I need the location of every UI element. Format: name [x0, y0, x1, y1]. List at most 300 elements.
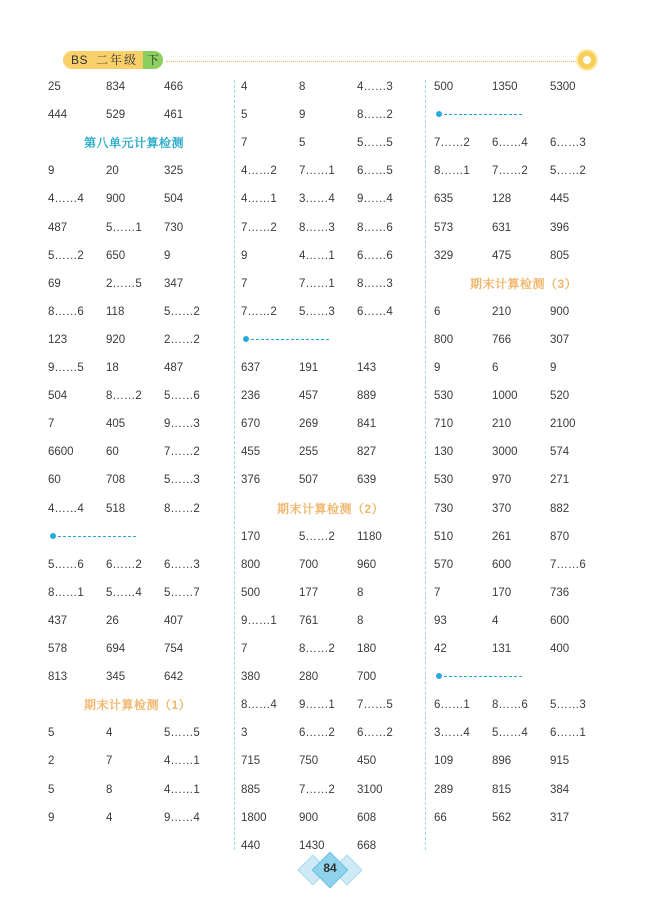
answer-row: [241, 808, 421, 828]
answer-row: [241, 723, 421, 743]
answer-cell: 2……5: [106, 277, 142, 290]
answer-cell: 1180: [357, 530, 382, 543]
answer-cell: 170: [241, 530, 261, 543]
answer-cell: 730: [434, 502, 454, 515]
answer-cell: 42: [434, 643, 447, 655]
answer-row: [241, 470, 421, 490]
answer-cell: 123: [48, 333, 68, 346]
answer-row: [48, 808, 228, 828]
answer-cell: 631: [492, 221, 512, 234]
answer-row: [241, 246, 421, 266]
answer-cell: 813: [48, 671, 68, 684]
answer-row: [434, 723, 614, 743]
answer-cell: 69: [48, 277, 61, 290]
answer-cell: 5300: [550, 81, 576, 93]
answer-cell: 269: [299, 418, 319, 431]
answer-row: [434, 386, 614, 406]
answer-cell: 289: [434, 783, 454, 796]
answer-cell: 396: [550, 221, 570, 234]
answer-cell: 4……1: [164, 755, 200, 768]
answer-cell: 6……4: [357, 305, 393, 318]
answer-cell: 380: [241, 671, 261, 684]
answer-cell: 736: [550, 586, 570, 599]
answer-cell: 504: [164, 193, 184, 206]
answer-cell: 6: [434, 305, 441, 318]
answer-cell: 5……1: [106, 221, 142, 234]
answer-cell: 5……2: [550, 165, 586, 178]
answer-row: [48, 723, 228, 743]
answer-cell: 1350: [492, 81, 518, 93]
answer-cell: 896: [492, 755, 512, 768]
answer-row: [241, 751, 421, 771]
answer-cell: 9……3: [164, 418, 200, 431]
answer-cell: 9: [241, 249, 248, 262]
answer-cell: 6……2: [299, 727, 335, 740]
answer-cell: 754: [164, 643, 184, 655]
answer-cell: 6……4: [492, 137, 528, 150]
answer-row: [241, 77, 421, 97]
answer-cell: 530: [434, 474, 454, 487]
answer-row: [48, 470, 228, 490]
answer-cell: 210: [492, 305, 512, 318]
answer-cell: 9: [550, 362, 557, 374]
answer-cell: 520: [550, 390, 570, 403]
answer-cell: 3……4: [434, 727, 470, 740]
grade-label: 二年级: [96, 53, 139, 67]
answer-cell: 708: [106, 474, 126, 487]
answer-row: [434, 358, 614, 378]
answer-cell: 915: [550, 755, 570, 768]
answer-cell: 4: [492, 614, 499, 627]
answer-cell: 8: [357, 586, 364, 599]
answer-cell: 177: [299, 586, 319, 599]
answer-cell: 8……6: [48, 305, 84, 318]
answer-cell: 510: [434, 530, 454, 543]
answer-cell: 7……2: [164, 446, 200, 459]
answer-row: [48, 780, 228, 800]
answer-cell: 4……2: [241, 165, 277, 178]
answer-cell: 800: [434, 333, 454, 346]
answer-row: [48, 77, 228, 97]
answer-row: [48, 246, 228, 266]
separator-dot: [50, 533, 56, 539]
answer-cell: 670: [241, 418, 261, 431]
answer-row: [48, 358, 228, 378]
answer-cell: 8……1: [48, 586, 84, 599]
answer-cell: 637: [241, 362, 261, 374]
answer-cell: 600: [550, 614, 570, 627]
answer-row: [48, 189, 228, 209]
answer-cell: 529: [106, 109, 126, 122]
answer-cell: 444: [48, 109, 68, 122]
answer-row: [434, 611, 614, 631]
answer-row: [434, 414, 614, 434]
answer-cell: 4……4: [48, 502, 84, 515]
separator-dot: [436, 673, 442, 679]
page-header: [0, 0, 658, 80]
answer-cell: 7……2: [492, 165, 528, 178]
answer-cell: 9: [164, 249, 171, 262]
answer-row: [48, 555, 228, 575]
answer-row: [241, 611, 421, 631]
answer-cell: 384: [550, 783, 570, 796]
answer-row: [434, 695, 614, 715]
answer-cell: 455: [241, 446, 261, 459]
answer-cell: 7……1: [299, 277, 335, 290]
answer-cell: 504: [48, 390, 68, 403]
answer-row: [48, 161, 228, 181]
answer-cell: 8……2: [299, 643, 335, 655]
answer-cell: 766: [492, 333, 512, 346]
answer-cell: 20: [106, 165, 119, 178]
answer-cell: 487: [48, 221, 68, 234]
answer-cell: 5: [48, 727, 55, 740]
answer-cell: 834: [106, 81, 126, 93]
page-number-badge: [300, 852, 360, 888]
answer-cell: 761: [299, 614, 319, 627]
answer-cell: 800: [241, 558, 261, 571]
answer-cell: 1800: [241, 811, 267, 824]
answer-cell: 530: [434, 390, 454, 403]
answer-cell: 7: [48, 418, 55, 431]
answer-cell: 562: [492, 811, 512, 824]
answer-cell: 5……5: [357, 137, 393, 150]
answer-cell: 9: [48, 165, 55, 178]
answer-cell: 7……2: [241, 305, 277, 318]
answer-cell: 827: [357, 446, 377, 459]
answer-row: [434, 583, 614, 603]
answer-cell: 5: [299, 137, 306, 150]
answer-cell: 730: [164, 221, 184, 234]
answer-cell: 5: [241, 109, 248, 122]
answer-cell: 487: [164, 362, 184, 374]
answer-row: [48, 274, 228, 294]
answer-cell: 700: [299, 558, 319, 571]
answer-row: [434, 189, 614, 209]
answer-cell: 9……4: [164, 811, 200, 824]
answer-cell: 261: [492, 530, 512, 543]
answer-cell: 715: [241, 755, 261, 768]
answer-row: [434, 499, 614, 519]
answer-cell: 8……3: [299, 221, 335, 234]
answer-row: [241, 639, 421, 659]
answer-row: [434, 302, 614, 322]
answer-row: [48, 583, 228, 603]
answer-row: [48, 611, 228, 631]
section-title: 期末计算检测（2）: [277, 501, 385, 516]
answer-cell: 7……2: [434, 137, 470, 150]
answer-row: [48, 386, 228, 406]
answer-row: [241, 555, 421, 575]
answer-cell: 345: [106, 671, 126, 684]
answer-cell: 7: [241, 277, 248, 290]
answer-row: [434, 161, 614, 181]
answer-cell: 6: [492, 362, 499, 374]
separator-dashed-line: [58, 536, 136, 537]
answer-cell: 4: [106, 811, 113, 824]
answer-cell: 8……3: [357, 277, 393, 290]
answer-cell: 5……3: [164, 474, 200, 487]
answer-row: [48, 414, 228, 434]
answer-row: [48, 218, 228, 238]
answer-cell: 400: [550, 643, 570, 655]
answer-row: [241, 386, 421, 406]
answer-cell: 475: [492, 249, 512, 262]
answer-row: [434, 218, 614, 238]
answer-cell: 920: [106, 333, 126, 346]
answer-row: [241, 780, 421, 800]
answer-row: [241, 667, 421, 687]
answer-cell: 3: [241, 727, 248, 740]
answer-cell: 4……4: [48, 193, 84, 206]
answer-cell: 900: [550, 305, 570, 318]
answer-cell: 900: [299, 811, 319, 824]
answer-cell: 500: [434, 81, 454, 93]
answer-cell: 7……5: [357, 699, 393, 712]
answer-cell: 6……3: [550, 137, 586, 150]
answer-cell: 650: [106, 249, 126, 262]
answer-cell: 60: [106, 446, 119, 459]
answer-cell: 118: [106, 305, 125, 318]
answer-row: [434, 780, 614, 800]
answer-cell: 8……2: [164, 502, 200, 515]
answer-cell: 9……4: [357, 193, 393, 206]
answer-cell: 8……1: [434, 165, 470, 178]
answer-cell: 329: [434, 249, 454, 262]
edition-label: BS: [71, 53, 89, 67]
answer-row: [241, 442, 421, 462]
answer-row: [48, 330, 228, 350]
answer-cell: 6600: [48, 446, 74, 459]
answer-cell: 518: [106, 502, 126, 515]
section-separator: [436, 673, 526, 681]
answer-cell: 5……7: [164, 586, 200, 599]
answer-cell: 4……1: [164, 783, 200, 796]
answer-cell: 9: [48, 811, 55, 824]
answer-cell: 8: [106, 783, 113, 796]
header-dotted-line: [166, 61, 576, 62]
answer-cell: 5……2: [48, 249, 84, 262]
answer-row: [48, 639, 228, 659]
answer-row: [48, 302, 228, 322]
answer-row: [48, 751, 228, 771]
answer-cell: 347: [164, 277, 184, 290]
answer-cell: 8……6: [492, 699, 528, 712]
answer-cell: 4……3: [357, 81, 393, 93]
answer-row: [241, 695, 421, 715]
answer-cell: 805: [550, 249, 570, 262]
answer-row: [241, 583, 421, 603]
answer-row: [434, 555, 614, 575]
answer-cell: 5……3: [550, 699, 586, 712]
answer-cell: 5……6: [48, 558, 84, 571]
answer-row: [48, 667, 228, 687]
answer-cell: 370: [492, 502, 512, 515]
answer-cell: 405: [106, 418, 126, 431]
volume-label: 下: [143, 51, 163, 69]
answer-cell: 255: [299, 446, 319, 459]
answer-cell: 9……5: [48, 362, 84, 374]
answer-cell: 6……5: [357, 165, 393, 178]
answer-cell: 815: [492, 783, 512, 796]
answer-cell: 578: [48, 643, 68, 655]
answer-cell: 2100: [550, 418, 576, 431]
answer-cell: 5……4: [492, 727, 528, 740]
answer-cell: 210: [492, 418, 512, 431]
answer-cell: 18: [106, 362, 119, 374]
answer-cell: 639: [357, 474, 377, 487]
answer-row: [434, 246, 614, 266]
section-separator: [243, 336, 333, 344]
answer-cell: 507: [299, 474, 319, 487]
section-title: 第八单元计算检测: [84, 136, 185, 151]
answer-cell: 7……2: [299, 783, 335, 796]
answer-cell: 236: [241, 390, 261, 403]
answer-cell: 574: [550, 446, 570, 459]
answer-cell: 6……3: [164, 558, 200, 571]
answer-cell: 466: [164, 81, 184, 93]
answer-cell: 2: [48, 755, 55, 768]
answer-row: [434, 808, 614, 828]
answer-cell: 8……6: [357, 221, 393, 234]
answer-cell: 8: [357, 614, 364, 627]
answer-cell: 600: [492, 558, 512, 571]
answer-cell: 870: [550, 530, 570, 543]
answer-cell: 970: [492, 474, 512, 487]
answer-cell: 570: [434, 558, 454, 571]
answer-cell: 109: [434, 755, 454, 768]
column-divider-2: [425, 80, 426, 850]
separator-dashed-line: [444, 676, 522, 677]
answer-row: [241, 105, 421, 125]
answer-cell: 7: [106, 755, 113, 768]
answer-cell: 635: [434, 193, 454, 206]
answer-cell: 143: [357, 362, 377, 374]
answer-cell: 4: [106, 727, 113, 740]
answer-cell: 271: [550, 474, 570, 487]
answer-cell: 6……2: [357, 727, 393, 740]
answer-cell: 7……6: [550, 558, 586, 571]
separator-dot: [243, 336, 249, 342]
answer-cell: 280: [299, 671, 319, 684]
answer-cell: 93: [434, 614, 447, 627]
answer-cell: 60: [48, 474, 61, 487]
separator-dashed-line: [251, 339, 329, 340]
answer-cell: 1430: [299, 839, 325, 852]
answer-cell: 4: [241, 81, 248, 93]
section-separator: [436, 111, 526, 119]
answer-cell: 25: [48, 81, 61, 93]
answer-cell: 4……1: [299, 249, 335, 262]
answer-cell: 1000: [492, 390, 518, 403]
answer-cell: 2……2: [164, 333, 200, 346]
answer-cell: 317: [550, 811, 570, 824]
answer-cell: 9: [299, 109, 306, 122]
answer-cell: 694: [106, 643, 126, 655]
answer-cell: 8……2: [106, 390, 142, 403]
answer-cell: 66: [434, 811, 447, 824]
answer-cell: 170: [492, 586, 512, 599]
answer-row: [434, 133, 614, 153]
answer-cell: 5……3: [299, 305, 335, 318]
grade-badge: [63, 51, 163, 69]
answer-cell: 7: [241, 137, 248, 150]
answer-row: [434, 77, 614, 97]
answer-cell: 130: [434, 446, 454, 459]
answer-cell: 8: [299, 81, 306, 93]
answer-cell: 500: [241, 586, 261, 599]
answer-cell: 5……2: [299, 530, 335, 543]
answer-row: [241, 302, 421, 322]
answer-cell: 7: [241, 643, 248, 655]
answer-cell: 7: [434, 586, 441, 599]
answer-row: [434, 442, 614, 462]
answer-cell: 7……2: [241, 221, 277, 234]
answer-cell: 841: [357, 418, 377, 431]
answer-cell: 26: [106, 614, 119, 627]
answer-cell: 3100: [357, 783, 383, 796]
answer-row: [241, 133, 421, 153]
answer-cell: 450: [357, 755, 377, 768]
answer-row: [241, 358, 421, 378]
answer-cell: 6……1: [434, 699, 470, 712]
separator-dot: [436, 111, 442, 117]
answer-cell: 900: [106, 193, 126, 206]
separator-dashed-line: [444, 114, 522, 115]
answer-cell: 407: [164, 614, 184, 627]
answer-cell: 7……1: [299, 165, 335, 178]
answer-cell: 885: [241, 783, 261, 796]
sun-icon: [578, 51, 596, 69]
answer-row: [48, 105, 228, 125]
answer-cell: 8……2: [357, 109, 393, 122]
page-number: 84: [323, 861, 337, 875]
answer-row: [434, 470, 614, 490]
section-title: 期末计算检测（1）: [84, 698, 192, 713]
answer-cell: 307: [550, 333, 570, 346]
answer-cell: 8……4: [241, 699, 277, 712]
answer-cell: 608: [357, 811, 377, 824]
answer-cell: 376: [241, 474, 261, 487]
answer-cell: 710: [434, 418, 454, 431]
answer-cell: 440: [241, 839, 261, 852]
answer-cell: 668: [357, 839, 377, 852]
answer-row: [241, 274, 421, 294]
answer-cell: 700: [357, 671, 377, 684]
answer-cell: 642: [164, 671, 184, 684]
answer-cell: 9……1: [241, 614, 277, 627]
answer-row: [48, 442, 228, 462]
answer-row: [434, 330, 614, 350]
answer-cell: 437: [48, 614, 68, 627]
answer-row: [241, 189, 421, 209]
answer-cell: 3……4: [299, 193, 335, 206]
answer-row: [434, 639, 614, 659]
answer-cell: 5……2: [164, 305, 200, 318]
answer-cell: 5……6: [164, 390, 200, 403]
column-divider-1: [234, 80, 235, 850]
answer-cell: 191: [299, 362, 319, 374]
answer-cell: 6……1: [550, 727, 586, 740]
answer-cell: 5: [48, 783, 55, 796]
answer-cell: 5……4: [106, 586, 142, 599]
answer-cell: 882: [550, 502, 570, 515]
answer-cell: 9: [434, 362, 441, 374]
answer-cell: 960: [357, 558, 377, 571]
answer-cell: 6……6: [357, 249, 393, 262]
answer-cell: 457: [299, 390, 319, 403]
answer-cell: 128: [492, 193, 512, 206]
